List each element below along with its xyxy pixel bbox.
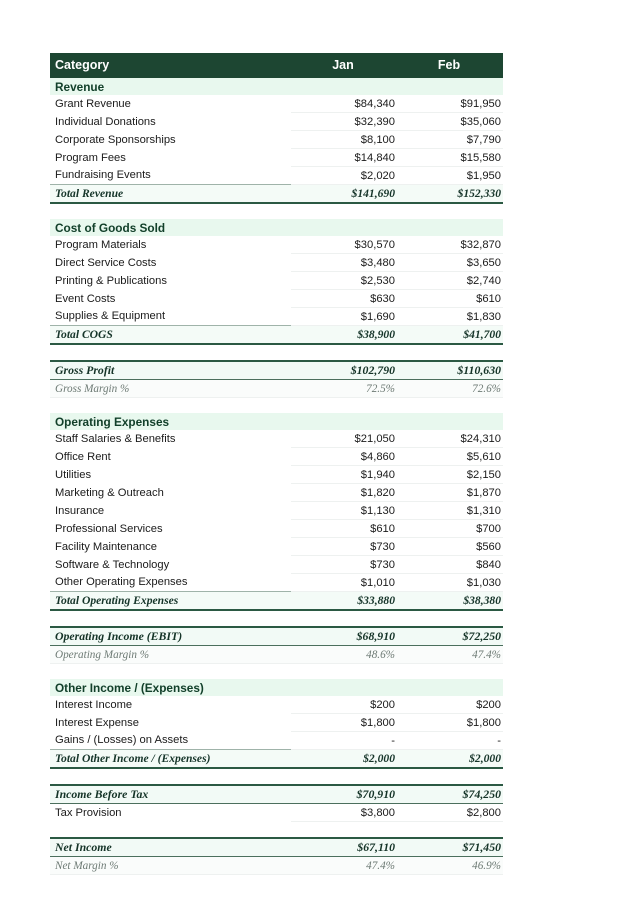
subtotal-row-income-before-tax	[50, 785, 503, 804]
cell-jan: 48.6%	[291, 646, 397, 664]
ratio-row-net-margin	[50, 857, 503, 875]
cell-jan: $1,820	[291, 484, 397, 502]
cell-jan: $68,910	[291, 627, 397, 646]
row-label: Tax Provision	[55, 806, 122, 819]
total-row-total-operating-expenses	[50, 592, 503, 611]
cell-feb: 47.4%	[397, 646, 503, 664]
table-row-printing-publications	[50, 272, 503, 290]
cell-jan: $2,000	[291, 750, 397, 769]
cell-jan: $141,690	[291, 185, 397, 204]
total-row-total-revenue	[50, 185, 503, 204]
cell-feb: $35,060	[397, 113, 503, 131]
table-row-grant-revenue	[50, 95, 503, 113]
cell-feb: 46.9%	[397, 857, 503, 875]
cell-feb: $1,030	[397, 574, 503, 592]
table-row-tax-provision	[50, 804, 503, 822]
row-label: Total COGS	[50, 326, 291, 345]
cell-jan: $33,880	[291, 592, 397, 611]
cell-jan: 47.4%	[291, 857, 397, 875]
table-row-interest-expense	[50, 714, 503, 732]
cell-jan: $14,840	[291, 149, 397, 167]
cell-jan: $1,010	[291, 574, 397, 592]
spacer-row	[50, 398, 503, 414]
cell-jan: $38,900	[291, 326, 397, 345]
row-label: Other Income / (Expenses)	[50, 679, 291, 696]
section-row-operating-expenses	[50, 413, 503, 430]
ratio-row-operating-margin	[50, 646, 503, 664]
row-label: Revenue	[50, 78, 291, 95]
row-label: Gross Profit	[50, 361, 291, 380]
cell-jan: $610	[291, 520, 397, 538]
cell-jan: $1,130	[291, 502, 397, 520]
column-header-jan: Jan	[291, 53, 397, 78]
cell-feb: $72,250	[397, 627, 503, 646]
cell-jan: $4,860	[291, 448, 397, 466]
cell-feb	[397, 413, 503, 430]
row-label: Interest Expense	[55, 716, 139, 729]
spacer-cell	[50, 768, 503, 785]
cell-feb: $152,330	[397, 185, 503, 204]
row-label: Fundraising Events	[55, 169, 151, 182]
cell-jan: $30,570	[291, 236, 397, 254]
cell-feb: $32,870	[397, 236, 503, 254]
spacer-cell	[50, 822, 503, 839]
spacer-cell	[50, 664, 503, 680]
table-row-supplies-equipment	[50, 308, 503, 326]
header-row	[50, 53, 503, 78]
cell-feb: -	[397, 732, 503, 750]
cell-jan: $1,690	[291, 308, 397, 326]
cell-jan	[291, 679, 397, 696]
cell-jan: -	[291, 732, 397, 750]
row-label: Event Costs	[55, 292, 116, 305]
row-label: Total Operating Expenses	[50, 592, 291, 611]
row-label: Grant Revenue	[55, 97, 131, 110]
cell-feb: $1,950	[397, 167, 503, 185]
section-row-revenue	[50, 78, 503, 95]
income-statement	[50, 53, 503, 875]
table-row-professional-services	[50, 520, 503, 538]
cell-feb	[397, 219, 503, 236]
cell-feb: $7,790	[397, 131, 503, 149]
table-header	[50, 53, 503, 78]
row-label: Interest Income	[55, 698, 133, 711]
row-label: Direct Service Costs	[55, 256, 157, 269]
cell-jan: $67,110	[291, 838, 397, 857]
cell-feb: $200	[397, 696, 503, 714]
cell-feb: $1,800	[397, 714, 503, 732]
table-row-individual-donations	[50, 113, 503, 131]
row-label: Total Revenue	[50, 185, 291, 204]
row-label: Other Operating Expenses	[55, 576, 188, 589]
cell-feb: $700	[397, 520, 503, 538]
spacer-cell	[50, 344, 503, 361]
row-label: Office Rent	[55, 450, 111, 463]
cell-feb: $2,800	[397, 804, 503, 822]
row-label: Operating Expenses	[50, 413, 291, 430]
cell-feb: $15,580	[397, 149, 503, 167]
table-row-gains-losses-on-assets	[50, 732, 503, 750]
spacer-row	[50, 664, 503, 680]
cell-feb: $2,000	[397, 750, 503, 769]
table-row-staff-salaries-benefits	[50, 430, 503, 448]
subtotal-row-net-income	[50, 838, 503, 857]
spacer-cell	[50, 398, 503, 414]
cell-feb: $41,700	[397, 326, 503, 345]
row-label: Supplies & Equipment	[55, 310, 166, 323]
spacer-row	[50, 822, 503, 839]
total-row-total-cogs	[50, 326, 503, 345]
cell-feb: $71,450	[397, 838, 503, 857]
table-row-program-fees	[50, 149, 503, 167]
table-row-other-operating-expenses	[50, 574, 503, 592]
row-label: Software & Technology	[55, 558, 170, 571]
cell-jan: $21,050	[291, 430, 397, 448]
spacer-cell	[50, 203, 503, 219]
cell-jan: $102,790	[291, 361, 397, 380]
cell-jan: $32,390	[291, 113, 397, 131]
cell-jan: $3,480	[291, 254, 397, 272]
cell-feb: $91,950	[397, 95, 503, 113]
cell-jan: $630	[291, 290, 397, 308]
table-row-event-costs	[50, 290, 503, 308]
row-label: Marketing & Outreach	[55, 486, 164, 499]
row-label: Professional Services	[55, 522, 163, 535]
cell-jan	[291, 78, 397, 95]
row-label: Net Margin %	[50, 857, 291, 875]
cell-jan: $1,800	[291, 714, 397, 732]
table-row-corporate-sponsorships	[50, 131, 503, 149]
row-label: Corporate Sponsorships	[55, 133, 176, 146]
cell-jan	[291, 219, 397, 236]
cell-feb: $610	[397, 290, 503, 308]
spacer-row	[50, 203, 503, 219]
row-label: Gross Margin %	[50, 380, 291, 398]
row-label: Utilities	[55, 468, 92, 481]
cell-feb: $2,150	[397, 466, 503, 484]
table-row-program-materials	[50, 236, 503, 254]
table-row-software-technology	[50, 556, 503, 574]
cell-jan: $70,910	[291, 785, 397, 804]
income-statement-table	[50, 53, 503, 875]
row-label: Facility Maintenance	[55, 540, 157, 553]
ratio-row-gross-margin	[50, 380, 503, 398]
subtotal-row-gross-profit	[50, 361, 503, 380]
cell-feb: $38,380	[397, 592, 503, 611]
cell-feb: $560	[397, 538, 503, 556]
cell-jan: $3,800	[291, 804, 397, 822]
row-label: Net Income	[50, 838, 291, 857]
cell-jan	[291, 413, 397, 430]
row-label: Insurance	[55, 504, 105, 517]
row-label: Printing & Publications	[55, 274, 167, 287]
row-label: Staff Salaries & Benefits	[55, 432, 176, 445]
cell-feb: 72.6%	[397, 380, 503, 398]
cell-feb: $3,650	[397, 254, 503, 272]
cell-jan: $8,100	[291, 131, 397, 149]
spacer-cell	[50, 610, 503, 627]
table-row-direct-service-costs	[50, 254, 503, 272]
cell-jan: $2,020	[291, 167, 397, 185]
table-body	[50, 78, 503, 875]
cell-jan: $2,530	[291, 272, 397, 290]
row-label: Income Before Tax	[50, 785, 291, 804]
spacer-row	[50, 344, 503, 361]
cell-jan: $200	[291, 696, 397, 714]
cell-feb: $1,310	[397, 502, 503, 520]
cell-feb: $5,610	[397, 448, 503, 466]
cell-jan: 72.5%	[291, 380, 397, 398]
cell-feb	[397, 78, 503, 95]
row-label: Program Fees	[55, 151, 126, 164]
row-label: Program Materials	[55, 238, 147, 251]
table-row-insurance	[50, 502, 503, 520]
table-row-fundraising-events	[50, 167, 503, 185]
total-row-total-other-income-expenses	[50, 750, 503, 769]
subtotal-row-operating-income-ebit	[50, 627, 503, 646]
row-label: Operating Income (EBIT)	[50, 627, 291, 646]
column-header-category: Category	[50, 53, 291, 78]
row-label: Gains / (Losses) on Assets	[55, 734, 189, 747]
cell-jan: $730	[291, 556, 397, 574]
table-row-office-rent	[50, 448, 503, 466]
cell-feb: $110,630	[397, 361, 503, 380]
cell-feb: $1,830	[397, 308, 503, 326]
cell-jan: $730	[291, 538, 397, 556]
table-row-interest-income	[50, 696, 503, 714]
table-row-marketing-outreach	[50, 484, 503, 502]
cell-feb: $1,870	[397, 484, 503, 502]
table-row-facility-maintenance	[50, 538, 503, 556]
cell-feb: $24,310	[397, 430, 503, 448]
section-row-cost-of-goods-sold	[50, 219, 503, 236]
spacer-row	[50, 768, 503, 785]
cell-feb: $74,250	[397, 785, 503, 804]
row-label: Cost of Goods Sold	[50, 219, 291, 236]
cell-jan: $1,940	[291, 466, 397, 484]
table-row-utilities	[50, 466, 503, 484]
row-label: Individual Donations	[55, 115, 156, 128]
cell-feb	[397, 679, 503, 696]
row-label: Operating Margin %	[50, 646, 291, 664]
column-header-feb: Feb	[397, 53, 503, 78]
cell-feb: $2,740	[397, 272, 503, 290]
cell-feb: $840	[397, 556, 503, 574]
section-row-other-income-expenses	[50, 679, 503, 696]
row-label: Total Other Income / (Expenses)	[50, 750, 291, 769]
spacer-row	[50, 610, 503, 627]
cell-jan: $84,340	[291, 95, 397, 113]
